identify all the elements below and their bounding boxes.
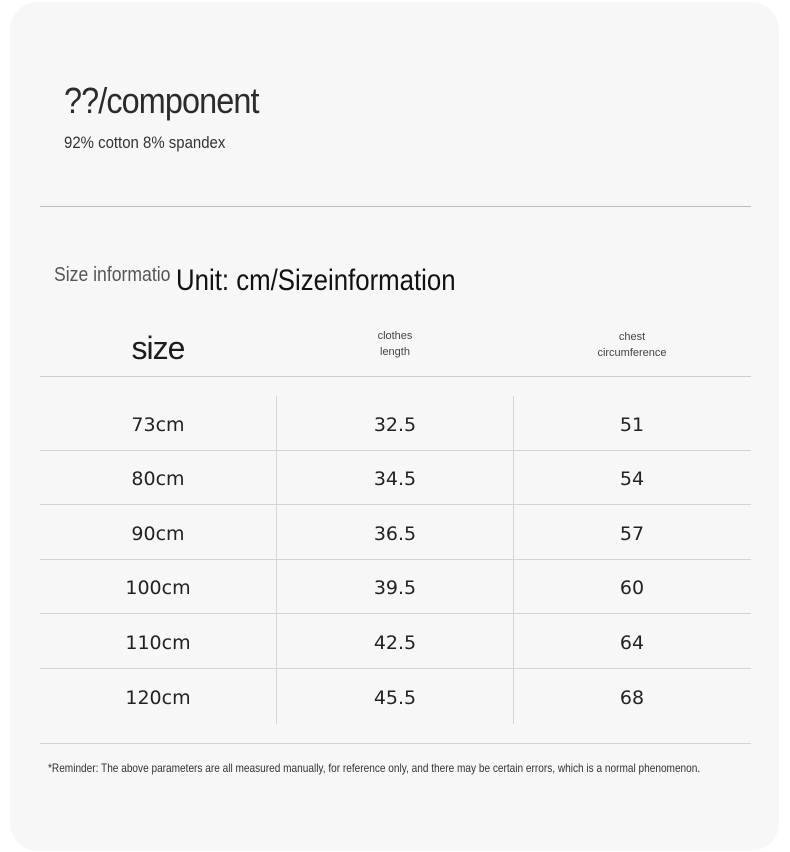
chest-cell: 57 bbox=[619, 523, 645, 545]
reminder-note: *Reminder: The above parameters are all measured manually, for reference only, and there may be certain errors, which is a normal phenomenon. bbox=[48, 761, 701, 775]
unit-label: Unit: cm/Sizeinformation bbox=[176, 264, 456, 297]
chest-cell: 54 bbox=[619, 468, 645, 490]
footer-divider bbox=[40, 743, 751, 744]
clothes-length-cell: 39.5 bbox=[373, 577, 417, 599]
row-divider bbox=[40, 504, 751, 505]
size-cell: 73cm bbox=[131, 414, 185, 436]
chest-cell: 64 bbox=[619, 632, 645, 654]
size-cell: 100cm bbox=[125, 577, 191, 599]
chest-cell: 68 bbox=[619, 687, 645, 709]
clothes-length-cell: 32.5 bbox=[373, 414, 417, 436]
clothes-length-cell: 34.5 bbox=[373, 468, 417, 490]
clothes-length-cell: 45.5 bbox=[373, 687, 417, 709]
chest-cell: 51 bbox=[619, 414, 645, 436]
size-cell: 120cm bbox=[125, 687, 191, 709]
composition-text: 92% cotton 8% spandex bbox=[64, 133, 226, 152]
row-divider bbox=[40, 668, 751, 669]
chest-cell: 60 bbox=[619, 577, 645, 599]
section-divider bbox=[40, 206, 751, 207]
clothes-length-cell: 42.5 bbox=[373, 632, 417, 654]
column-header-chest-circumference bbox=[514, 329, 750, 361]
clothes-length-cell: 36.5 bbox=[373, 523, 417, 545]
column-header-clothes-length bbox=[277, 328, 513, 360]
size-info-heading: Size informatio bbox=[54, 264, 171, 286]
column-header-line: chest bbox=[618, 331, 646, 343]
table-header-divider bbox=[40, 376, 751, 377]
column-header-size: size bbox=[131, 330, 185, 366]
size-cell: 80cm bbox=[131, 468, 185, 490]
size-cell: 90cm bbox=[131, 523, 185, 545]
page-title: ??/component bbox=[64, 80, 259, 121]
table-row bbox=[40, 451, 751, 505]
table-row bbox=[40, 560, 751, 614]
table-row bbox=[40, 397, 751, 451]
table-row bbox=[40, 506, 751, 560]
row-divider bbox=[40, 613, 751, 614]
table-row bbox=[40, 615, 751, 669]
size-cell: 110cm bbox=[125, 632, 191, 654]
table-row bbox=[40, 670, 751, 724]
column-header-line: length bbox=[380, 346, 410, 358]
column-header-line: clothes bbox=[377, 330, 413, 342]
column-header-line: circumference bbox=[597, 347, 667, 359]
